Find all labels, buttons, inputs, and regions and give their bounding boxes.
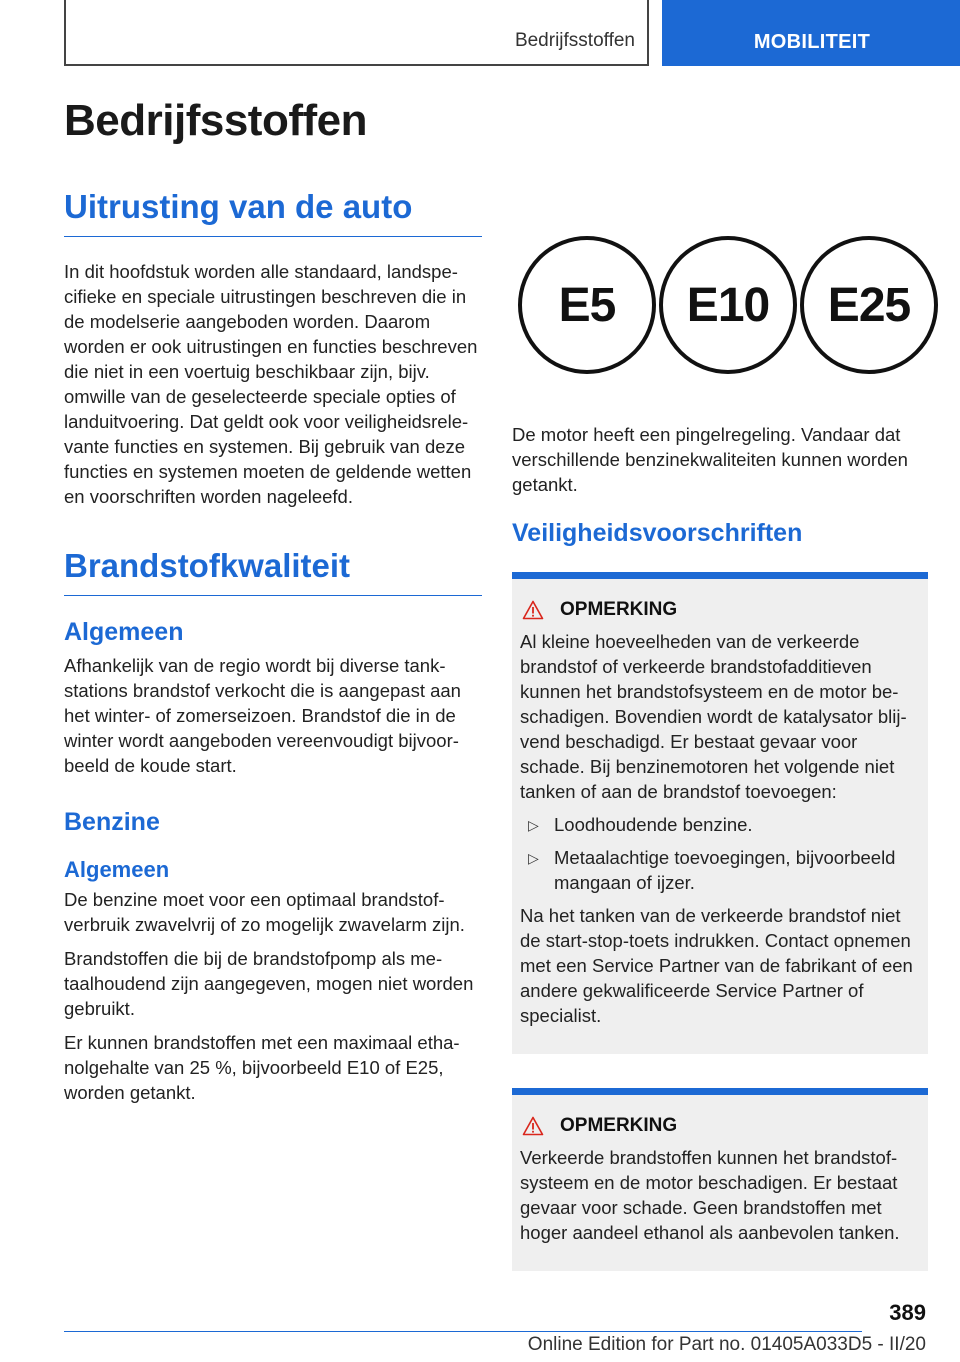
warning-triangle-icon — [522, 600, 544, 620]
footer-divider — [64, 1331, 862, 1332]
benzine-paragraph-1: De benzine moet voor een optimaal brandstofverbruik zwavelvrij of zo mogelijk zwavelarm zijn. — [64, 889, 465, 935]
triangle-bullet-icon: ▷ — [528, 850, 539, 866]
left-column — [64, 96, 482, 1114]
warning1-paragraph-2: Na het tanken van de verkeerde brandstof niet de start-stop-toets indrukken. Contact opnemen met een Service Partner van de fabrikant of een andere gekwalificeerde Service Partner of specialist. — [520, 905, 913, 1026]
benzine-paragraph-2: Brandstoffen die bij de brandstofpomp als metaalhoudend zijn aangegeven, mogen niet worden gebruikt. — [64, 948, 474, 1019]
warning-triangle-icon — [522, 1116, 544, 1136]
page-title: Bedrijfsstoffen — [64, 96, 367, 145]
section-heading-fuel-quality: Brandstofkwaliteit — [64, 547, 482, 596]
fuel-badge-e25: E25 — [800, 236, 938, 374]
warning1-paragraph-1: Al kleine hoeveelheden van de verkeerde brandstof of verkeerde brandstofadditieven kunnen het brandstofsysteem en de motor beschadigen. Bovendien wordt de katalysator blijvend beschadigd. Er bestaat gevaar voor schade. Bij benzinemotoren het volgende niet tanken of aan de brandstof toevoegen: — [520, 631, 907, 802]
warning-title-2 — [520, 1115, 920, 1137]
warning2-paragraph-1: Verkeerde brandstoffen kunnen het brandstofsysteem en de motor beschadigen. Er bestaat gevaar voor schade. Geen brandstoffen met hoger aandeel ethanol als aanbevolen tanken. — [520, 1147, 900, 1243]
subheading-general: Algemeen — [64, 618, 184, 646]
list-item: ▷ Metaalachtige toevoegingen, bijvoorbeeld mangaan of ijzer. — [528, 847, 896, 893]
header-chapter-title: MOBILITEIT — [753, 31, 871, 53]
warning-box-1 — [512, 572, 928, 1054]
fuel-grade-badges — [512, 236, 928, 376]
section-heading-equipment: Uitrusting van de auto — [64, 188, 482, 237]
subheading-safety: Veiligheidsvoorschriften — [512, 519, 803, 547]
header-section-title: Bedrijfsstoffen — [514, 30, 635, 51]
general-text: Afhankelijk van de regio wordt bij diverse tankstations brandstof verkocht die is aangepast aan het winter- of zomerseizoen. Brandstof die in de winter wordt aangeboden vereenvoudigt bijvoorbeeld de koude start. — [64, 655, 461, 776]
subheading-benzine: Benzine — [64, 808, 160, 836]
warning-title-text-2: OPMERKING — [560, 1115, 678, 1136]
footer-edition: Online Edition for Part no. 01405A033D5 - II/20 — [527, 1334, 926, 1355]
warning-title-text-1: OPMERKING — [560, 599, 678, 620]
page-number: 389 — [889, 1300, 926, 1325]
knock-control-text: De motor heeft een pingelregeling. Vandaar dat verschillende benzinekwaliteiten kunnen worden getankt. — [512, 424, 908, 495]
warning-box-2 — [512, 1088, 928, 1271]
header-section-box — [64, 0, 649, 66]
subheading-benzine-general: Algemeen — [64, 857, 170, 882]
fuel-badge-e5: E5 — [518, 236, 656, 374]
header-chapter-box — [662, 0, 960, 66]
benzine-paragraph-3: Er kunnen brandstoffen met een maximaal ethanolgehalte van 25 %, bijvoorbeeld E10 of E25, worden getankt. — [64, 1032, 460, 1103]
fuel-badge-e10: E10 — [659, 236, 797, 374]
triangle-bullet-icon: ▷ — [528, 817, 539, 833]
list-item: ▷ Loodhoudende benzine. — [520, 812, 920, 837]
warning-title-1 — [520, 599, 920, 621]
right-column — [512, 96, 928, 1305]
warning1-list — [520, 812, 920, 895]
equipment-text: In dit hoofdstuk worden alle standaard, landspecifieke en speciale uitrustingen beschreven die in de modelserie aangeboden worden. Daarom worden er ook uitrustingen en functies beschreven die niet in een voertuig beschikbaar zijn, bijv. omwille van de geselecteerde speciale opties of landuitvoering. Dat geldt ook voor veiligheidsrelevante functies en systemen. Bij gebruik van deze functies en systemen moeten de geldende wetten en voorschriften worden nageleefd. — [64, 261, 478, 507]
